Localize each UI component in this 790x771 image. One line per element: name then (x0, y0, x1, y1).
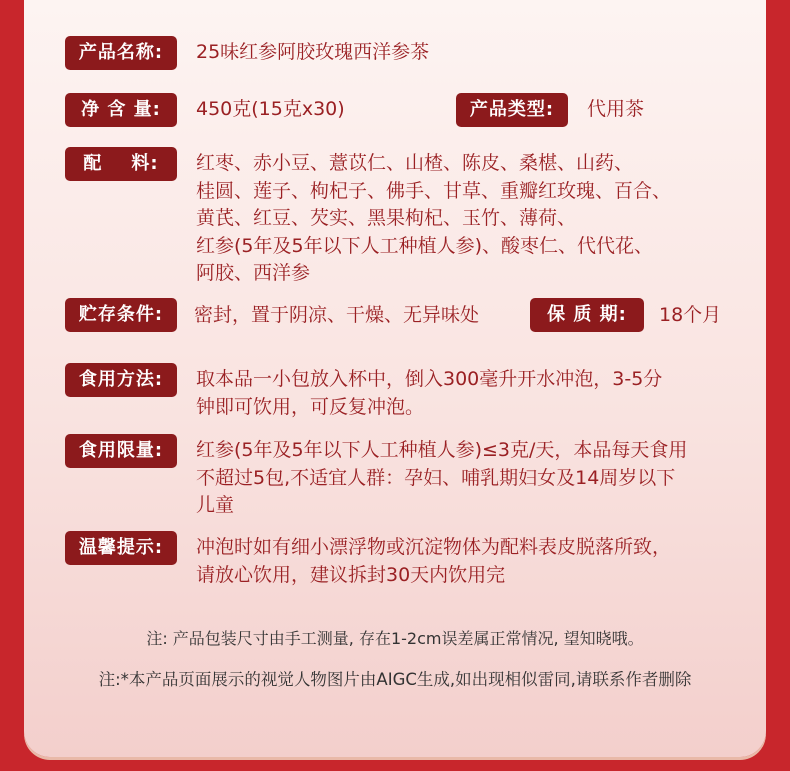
ingredients-line: 黄芪、红豆、芡实、黑果枸杞、玉竹、薄荷、 (196, 207, 577, 229)
value-tips (196, 534, 671, 589)
ingredients-line: 红参(5年及5年以下人工种植人参)、酸枣仁、代代花、 (196, 234, 654, 257)
tips-line: 请放心饮用，建议拆封30天内饮用完 (196, 563, 506, 586)
label-limit: 食用限量: (65, 434, 177, 468)
value-product-name: 25味红参阿胶玫瑰西洋参茶 (196, 41, 430, 63)
value-ingredients (196, 150, 671, 288)
value-limit (196, 437, 687, 520)
limit-line: 红参(5年及5年以下人工种植人参)≤3克/天，本品每天食用 (196, 439, 688, 461)
ingredients-line: 桂圆、莲子、枸杞子、佛手、甘草、重瓣红玫瑰、百合、 (196, 179, 672, 202)
usage-line: 取本品一小包放入杯中，倒入300毫升开水冲泡，3-5分 (196, 368, 663, 390)
tips-line: 冲泡时如有细小漂浮物或沉淀物体为配料表皮脱落所致， (196, 536, 672, 558)
limit-line: 不超过5包,不适宜人群：孕妇、哺乳期妇女及14周岁以下 (196, 466, 676, 489)
label-usage: 食用方法: (65, 363, 177, 397)
label-storage: 贮存条件: (65, 298, 177, 332)
label-product-type: 产品类型: (456, 93, 568, 127)
value-product-type: 代用茶 (587, 98, 645, 120)
label-ingredients: 配 料: (65, 147, 177, 181)
value-net-content: 450克(15克x30) (196, 98, 345, 120)
note-aigc: 注:*本产品页面展示的视觉人物图片由AIGC生成,如出现相似雷同,请联系作者删除 (98, 670, 692, 689)
value-shelf-life: 18个月 (659, 304, 722, 326)
label-tips: 温馨提示: (65, 531, 177, 565)
value-usage (196, 366, 662, 421)
usage-line: 钟即可饮用，可反复冲泡。 (196, 395, 425, 418)
label-net-content: 净 含 量: (65, 93, 177, 127)
label-shelf-life: 保 质 期: (530, 298, 644, 332)
ingredients-line: 阿胶、西洋参 (196, 262, 311, 284)
ingredients-line: 红枣、赤小豆、薏苡仁、山楂、陈皮、桑椹、山药、 (196, 152, 634, 174)
value-storage: 密封，置于阴凉、干燥、无异味处 (194, 304, 480, 326)
note-measurement: 注: 产品包装尺寸由手工测量, 存在1-2cm误差属正常情况, 望知晓哦。 (146, 629, 644, 648)
label-product-name: 产品名称: (65, 36, 177, 70)
limit-line: 儿童 (196, 494, 235, 516)
